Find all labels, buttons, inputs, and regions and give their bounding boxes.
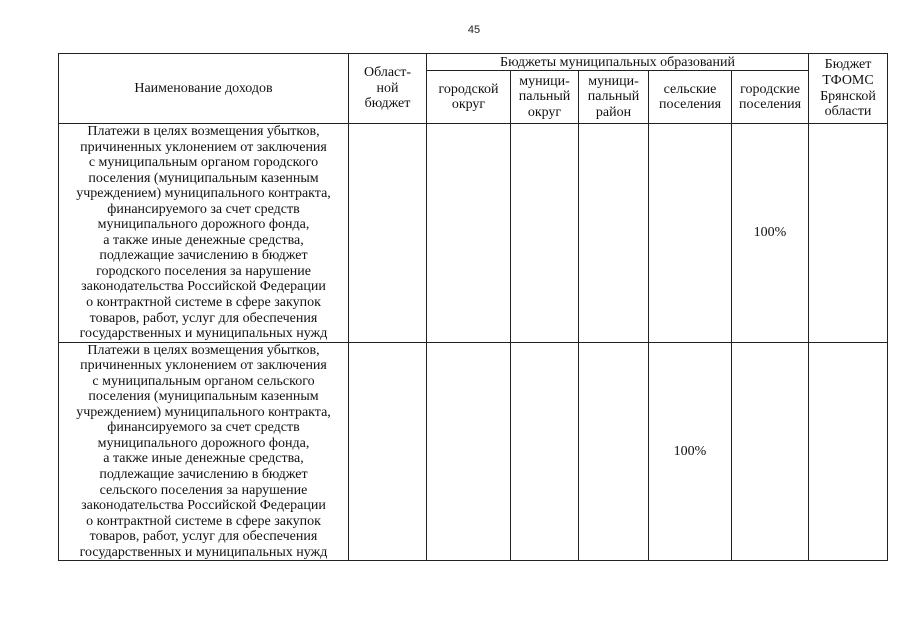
header-municipal-okrug: муници- пальный округ <box>511 71 579 124</box>
table-row <box>59 342 888 561</box>
share-urban-district <box>427 124 511 343</box>
share-tfoms-budget <box>809 342 888 561</box>
header-municipal-district: муници- пальный район <box>579 71 649 124</box>
share-urban-settlements <box>732 342 809 561</box>
share-regional-budget <box>349 124 427 343</box>
header-revenue-name: Наименование доходов <box>59 54 349 124</box>
table-row <box>59 124 888 343</box>
header-municipal-budgets: Бюджеты муниципальных образований <box>427 54 809 71</box>
revenue-description: Платежи в целях возмещения убытков, причиненных уклонением от заключения с муниципальным органом сельского поселения (муниципальным казенным учреждением) муниципального контракта, финансируемого за счет средств муниципального дорожного фонда, а также иные денежные средства, подлежащие зачислению в бюджет сельского поселения за нарушение законодательства Российской Федерации о контрактной системе в сфере закупок товаров, работ, услуг для обеспечения государственных и муниципальных нужд <box>59 342 349 561</box>
share-regional-budget <box>349 342 427 561</box>
share-urban-district <box>427 342 511 561</box>
header-regional-budget: Област- ной бюджет <box>349 54 427 124</box>
header-row-top <box>59 54 888 71</box>
revenue-description: Платежи в целях возмещения убытков, причиненных уклонением от заключения с муниципальным органом городского поселения (муниципальным казенным учреждением) муниципального контракта, финансируемого за счет средств муниципального дорожного фонда, а также иные денежные средства, подлежащие зачислению в бюджет городского поселения за нарушение законодательства Российской Федерации о контрактной системе в сфере закупок товаров, работ, услуг для обеспечения государственных и муниципальных нужд <box>59 124 349 343</box>
share-rural-settlements: 100% <box>649 342 732 561</box>
header-rural-settlements: сельские поселения <box>649 71 732 124</box>
share-municipal-okrug <box>511 342 579 561</box>
share-urban-settlements: 100% <box>732 124 809 343</box>
share-municipal-district <box>579 124 649 343</box>
share-municipal-district <box>579 342 649 561</box>
header-urban-district: городской округ <box>427 71 511 124</box>
share-rural-settlements <box>649 124 732 343</box>
revenue-distribution-table <box>58 53 888 561</box>
share-municipal-okrug <box>511 124 579 343</box>
share-tfoms-budget <box>809 124 888 343</box>
page-number: 45 <box>467 24 481 36</box>
header-tfoms-budget: Бюджет ТФОМС Брянской области <box>809 54 888 124</box>
header-urban-settlements: городские поселения <box>732 71 809 124</box>
